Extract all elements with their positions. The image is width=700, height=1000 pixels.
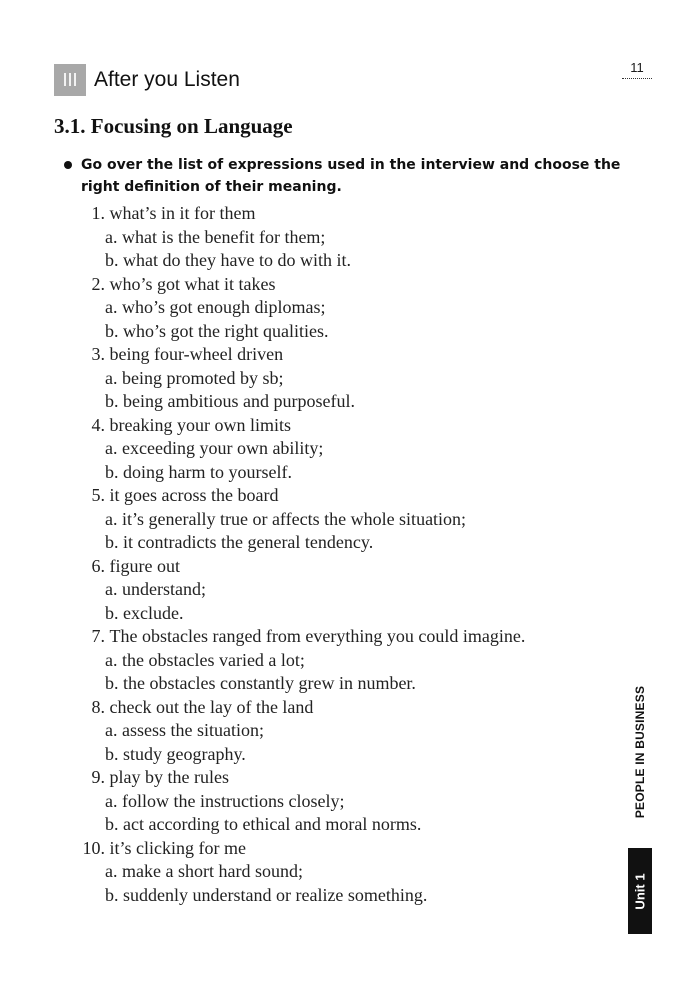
option-a: a. exceeding your own ability; <box>105 438 324 458</box>
item-expression: check out the lay of the land <box>109 696 314 717</box>
option-a: a. what is the benefit for them; <box>105 226 326 247</box>
list-item <box>80 414 620 485</box>
item-number: 10. <box>82 837 105 858</box>
item-expression: breaking your own limits <box>109 414 291 435</box>
bullet-icon <box>64 161 72 169</box>
subsection-title: 3.1. Focusing on Language <box>54 114 293 138</box>
list-item <box>80 625 620 696</box>
option-a: a. it’s generally true or affects the whole situation; <box>105 508 467 529</box>
section-header <box>54 64 240 96</box>
item-expression: The obstacles ranged from everything you could imagine. <box>109 626 526 646</box>
item-number: 4. <box>91 414 105 435</box>
list-item <box>80 766 620 837</box>
side-unit-label: Unit 1 <box>632 872 648 910</box>
item-expression: what’s in it for them <box>109 203 256 223</box>
option-b: b. act according to ethical and moral norms. <box>105 814 422 834</box>
item-number: 7. <box>91 626 105 646</box>
section-title: After you Listen <box>94 68 240 91</box>
item-number: 1. <box>91 203 105 223</box>
list-item <box>80 343 620 414</box>
item-expression: play by the rules <box>109 767 229 787</box>
list-item <box>80 484 620 555</box>
list-item <box>80 555 620 626</box>
option-b: b. what do they have to do with it. <box>105 250 351 270</box>
item-number: 9. <box>91 767 105 787</box>
instruction <box>64 154 661 198</box>
option-b: b. it contradicts the general tendency. <box>105 532 374 552</box>
list-item <box>80 696 620 767</box>
list-item <box>80 273 620 344</box>
option-b: b. the obstacles constantly grew in number. <box>105 673 416 693</box>
option-b: b. exclude. <box>105 602 184 623</box>
item-expression: it’s clicking for me <box>109 837 246 858</box>
side-topic-label: PEOPLE IN BUSINESS <box>633 685 648 819</box>
option-a: a. the obstacles varied a lot; <box>105 649 305 670</box>
item-number: 5. <box>91 485 105 505</box>
exercise-list <box>80 202 620 907</box>
option-b: b. study geography. <box>105 743 246 764</box>
option-a: a. understand; <box>105 579 206 599</box>
option-b: b. doing harm to yourself. <box>105 461 292 482</box>
item-expression: it goes across the board <box>109 485 279 505</box>
item-expression: figure out <box>109 555 180 576</box>
item-number: 3. <box>91 344 105 364</box>
item-expression: being four-wheel driven <box>109 344 284 364</box>
page-number: 11 <box>622 60 652 79</box>
item-number: 2. <box>91 273 105 294</box>
instruction-text: Go over the list of expressions used in the interview and choose the right definition of their meaning. <box>81 157 621 195</box>
option-a: a. who’s got enough diplomas; <box>105 297 326 317</box>
list-item <box>80 202 620 273</box>
item-number: 8. <box>91 696 105 717</box>
option-a: a. make a short hard sound; <box>105 861 303 881</box>
side-topic-tab <box>628 682 652 822</box>
option-b: b. being ambitious and purposeful. <box>105 391 355 411</box>
section-number-badge: III <box>54 64 86 96</box>
item-expression: who’s got what it takes <box>109 273 276 294</box>
option-b: b. suddenly understand or realize something. <box>105 884 428 905</box>
list-item <box>80 837 620 908</box>
option-b: b. who’s got the right qualities. <box>105 320 329 341</box>
item-number: 6. <box>91 555 105 576</box>
side-unit-tab <box>628 848 652 934</box>
option-a: a. being promoted by sb; <box>105 367 284 388</box>
option-a: a. assess the situation; <box>105 720 264 740</box>
option-a: a. follow the instructions closely; <box>105 790 345 811</box>
